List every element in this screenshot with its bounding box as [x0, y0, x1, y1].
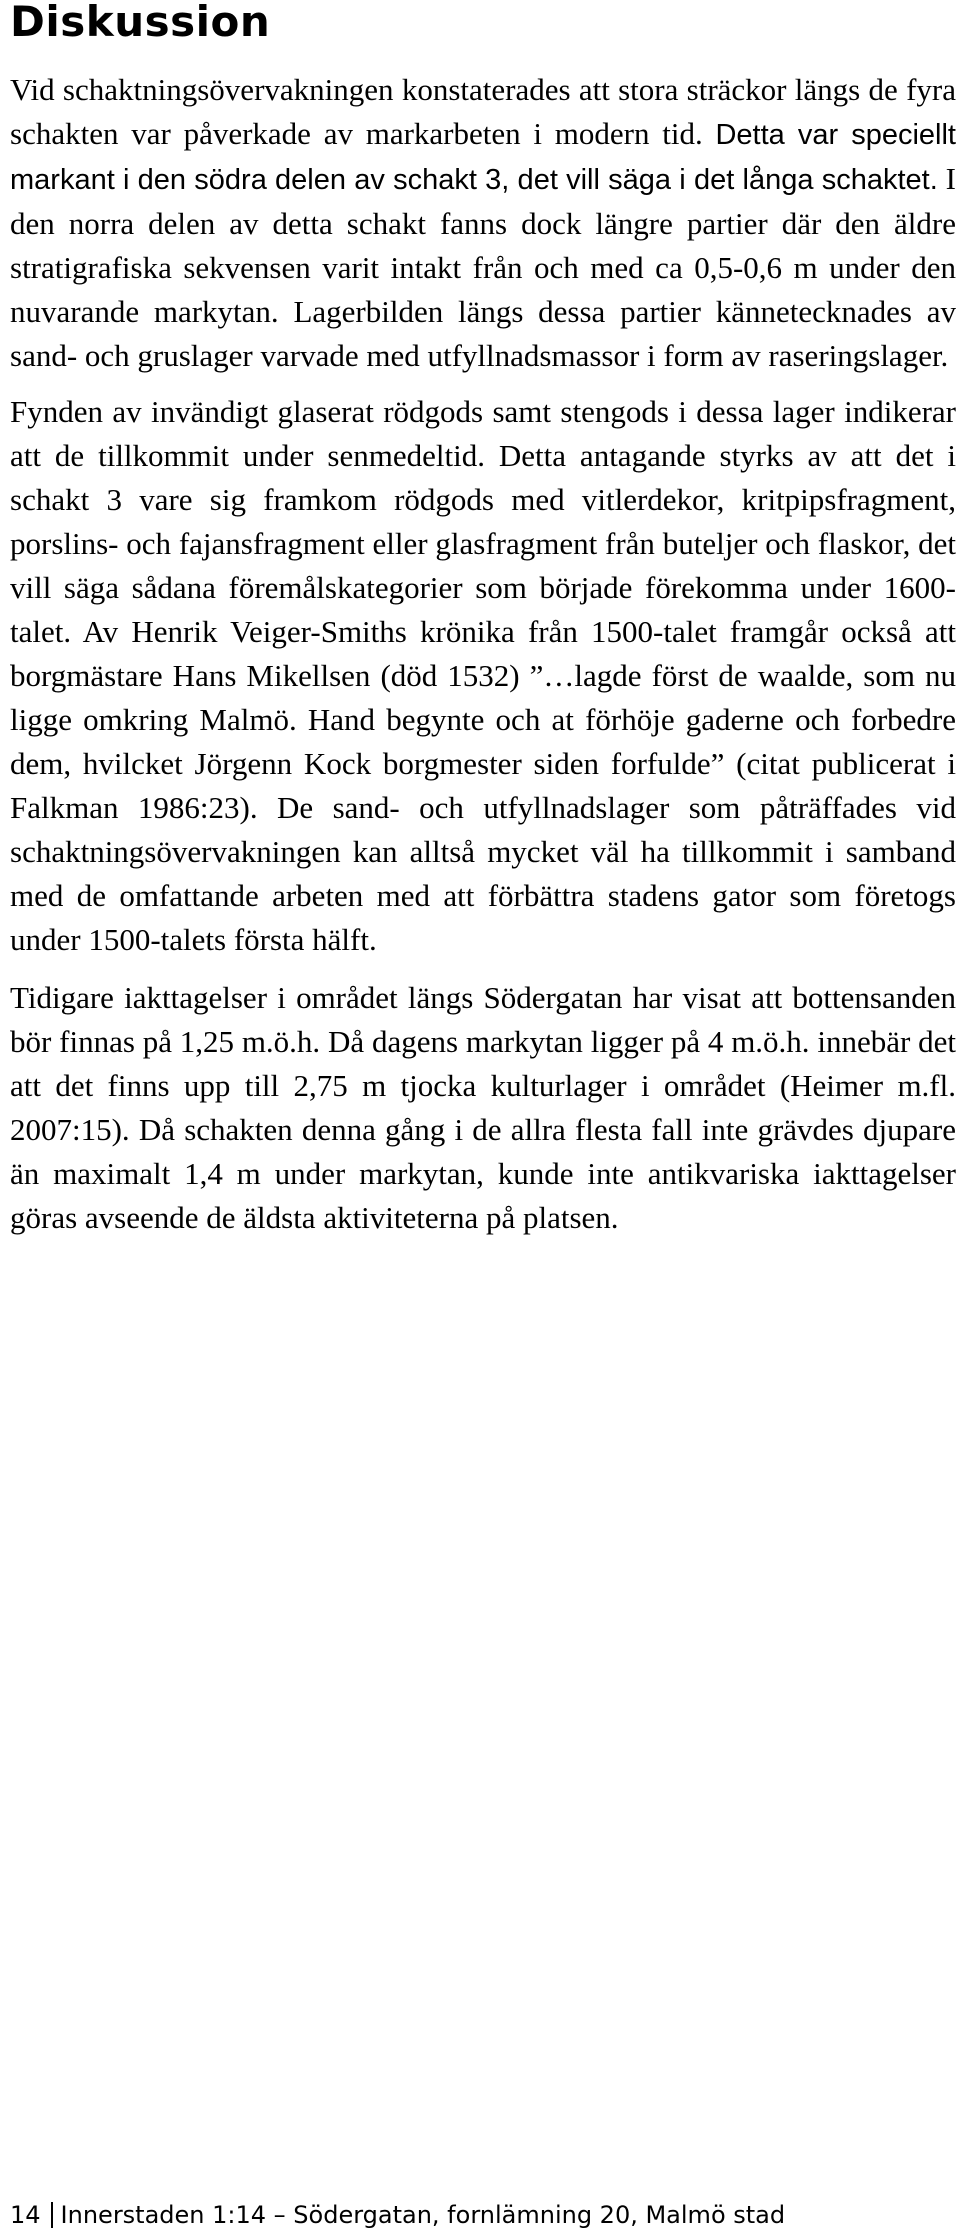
footer-title: Innerstaden 1:14 – Södergatan, fornlämning 20, Malmö stad	[60, 2201, 786, 2229]
page-footer	[10, 2200, 785, 2230]
paragraph-2: Fynden av invändigt glaserat rödgods samt stengods i dessa lager indikerar att de tillkommit under senmedeltid. Detta antagande styrks av att det i schakt 3 vare sig framkom rödgods med vitlerdekor, kritpipsfragment, porslins- och fajansfragment eller glasfragment från buteljer och flaskor, det vill säga sådana föremålskategorier som började förekomma under 1600-talet. Av Henrik Veiger-Smiths krönika från 1500-talet framgår också att borgmästare Hans Mikellsen (död 1532) ”…lagde först de waalde, som nu ligge omkring Malmö. Hand begynte och at förhöje gaderne och forbedre dem, hvilcket Jörgenn Kock borgmester siden forfulde” (citat publicerat i Falkman 1986:23). De sand- och utfyllnadslager som påträffades vid schaktningsövervakningen kan alltså mycket väl ha tillkommit i samband med de omfattande arbeten med att förbättra stadens gator som företogs under 1500-talets första hälft.	[10, 394, 956, 957]
paragraph-1	[10, 68, 956, 378]
paragraph-1-part-3: I den norra delen av detta schakt fanns dock längre partier där den äldre stratigrafiska sekvensen varit intakt från och med ca 0,5-0,6 m under den nuvarande markytan. Lagerbilden längs dessa partier kännetecknades av sand- och gruslager varvade med utfyllnadsmassor i form av raseringslager.	[10, 161, 956, 373]
page-content	[10, 0, 956, 1240]
page-number: 14	[10, 2201, 41, 2229]
paragraph-3: Tidigare iakttagelser i området längs Södergatan har visat att bottensanden bör finnas på 1,25 m.ö.h. Då dagens markytan ligger på 4 m.ö.h. innebär det att det finns upp till 2,75 m tjocka kulturlager i området (Heimer m.fl. 2007:15). Då schakten denna gång i de allra flesta fall inte grävdes djupare än maximalt 1,4 m under markytan, kunde inte antikvariska iakttagelser göras avseende de äldsta aktiviteterna på platsen.	[10, 980, 956, 1235]
footer-divider	[51, 2202, 53, 2228]
paragraph-1-part-1: Vid schaktningsövervakningen konstaterades att stora sträckor längs de fyra schakten var påverkade av markarbeten i modern tid.	[10, 72, 956, 151]
page-title: Diskussion	[10, 0, 271, 46]
paragraph-1-part-2: Detta var speciellt markant i den södra delen av schakt 3, det vill säga i det långa schaktet.	[10, 119, 956, 196]
